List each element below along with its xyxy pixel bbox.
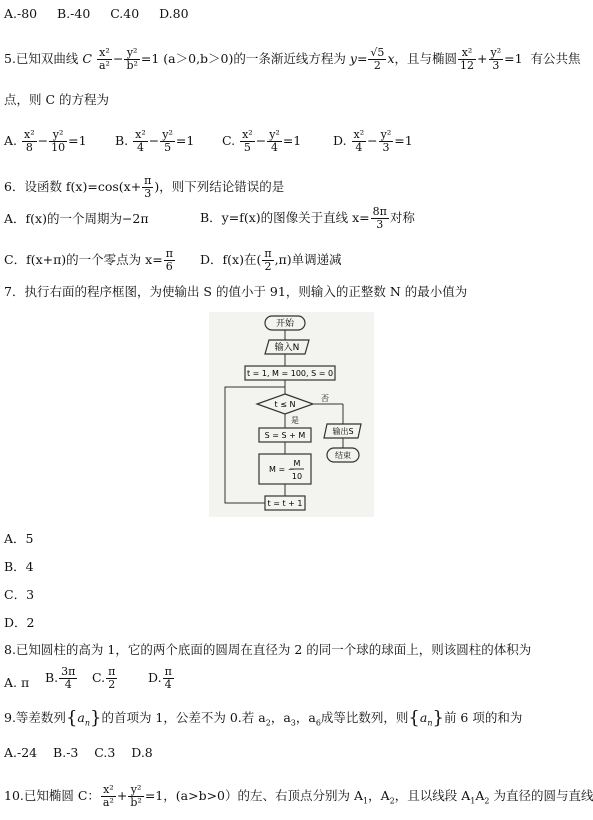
q8-option-b: B. $\frac{3\pi}{4}$ <box>45 665 76 691</box>
q9-stem-text: 9.等差数列 <box>4 710 66 725</box>
q7-option-a: A．5 <box>4 531 34 546</box>
q9-stem-f: 前 6 项的和为 <box>443 710 523 725</box>
q5-line2: 点，则 C 的方程为 <box>4 92 110 107</box>
q6-option-b-text: B．y=f(x)的图像关于直线 x= <box>200 210 370 225</box>
q6-stem <box>4 175 284 200</box>
q9-option-b: B.-3 <box>53 745 79 760</box>
q5-stem-text: 5.已知双曲线 <box>4 51 79 66</box>
flow-m-num: M <box>293 459 301 468</box>
q6-stem-end: )，则下列结论错误的是 <box>154 179 285 194</box>
q4-option-a: A.-80 <box>4 6 38 21</box>
q8-option-a: A. π <box>4 675 30 690</box>
q5-option-a: A. $\frac{\text{x²}}{8}$ − $\frac{\text{y²}}{10}$ =1 <box>4 128 87 154</box>
flow-output-text: 输出S <box>332 427 354 436</box>
q5-frac-x2a2: $\frac{\text{x²}}{\text{a²}}$ <box>98 46 110 72</box>
q7-option-c: C．3 <box>4 587 35 602</box>
q5-c-symbol: C <box>82 51 92 66</box>
q7-stem: 7．执行右面的程序框图，为使输出 S 的值小于 91，则输入的正整数 N 的最小值为 <box>4 284 468 299</box>
q9-stem-d: ，a <box>295 710 316 725</box>
flow-start-text: 开始 <box>275 319 295 329</box>
q10-stem-text: 10.已知椭圆 C： <box>4 788 100 803</box>
flow-m-update-text: M = − <box>269 465 295 474</box>
q6-option-c-text: C．f(x+π)的一个零点为 x= <box>4 252 163 267</box>
q8-option-d: D. $\frac{\pi}{4}$ <box>148 665 172 691</box>
q5-frac-ellipse-y: $\frac{\text{y²}}{3}$ <box>490 46 502 72</box>
q5-option-d: D. $\frac{\text{x²}}{4}$ − $\frac{\text{y²}}{3}$ =1 <box>333 128 413 154</box>
q9-stem: 9.等差数列$\{a_n\}$的首项为 1，公差不为 0.若 $a_2$，$a_3$，$a_6$成等比数列，则$\{a_n\}$前 6 项的和为 <box>4 707 523 729</box>
flow-yes-label: 是 <box>291 416 299 425</box>
q5-option-b: B. $\frac{\text{x²}}{4}$ − $\frac{\text{y²}}{5}$ =1 <box>115 128 195 154</box>
q8-stem: 8.已知圆柱的高为 1，它的两个底面的圆周在直径为 2 的同一个球的球面上，则该圆柱的体积为 <box>4 642 532 657</box>
q10-stem-d: ，且以线段 A <box>394 788 471 803</box>
q5-frac-y2b2: $\frac{\text{y²}}{\text{b²}}$ <box>126 46 138 72</box>
flow-sum-text: S = S + M <box>264 431 306 440</box>
q6-option-b-end: 对称 <box>389 210 415 225</box>
q10-stem-e: 为直径的圆与直线 <box>493 788 593 803</box>
q4-option-b: B.-40 <box>57 6 91 21</box>
q6-option-a: A．f(x)的一个周期为−2π <box>4 211 149 226</box>
q5-end-text: 有公共焦 <box>530 51 581 66</box>
q5-mid-text: ，且与椭圆 <box>394 51 458 66</box>
q7-option-d: D．2 <box>4 615 35 630</box>
q7-flowchart <box>209 312 374 517</box>
q5-condition: (a＞0,b＞0)的一条渐近线方程为 <box>163 51 346 66</box>
q5-frac-sqrt5: $\frac{√5}{2}$ <box>370 46 385 72</box>
flow-init-text: t = 1, M = 100, S = 0 <box>246 369 334 378</box>
q5-option-c: C. $\frac{\text{x²}}{5}$ − $\frac{\text{y²}}{4}$ =1 <box>222 128 302 154</box>
q8-option-d-label: D. <box>148 670 162 685</box>
q5-frac-ellipse-x: $\frac{\text{x²}}{12}$ <box>460 46 475 72</box>
q6-option-c: C．f(x+π)的一个零点为 x= $\frac{\pi}{6}$ <box>4 247 173 273</box>
q9-options <box>4 745 153 761</box>
q8-option-c-label: C. <box>92 670 106 685</box>
q8-option-c: C. $\frac{\pi}{2}$ <box>92 665 116 691</box>
q9-stem-b: 的首项为 1，公差不为 0.若 a <box>101 710 266 725</box>
q9-option-d: D.8 <box>131 745 153 760</box>
q9-stem-e: 成等比数列，则 <box>320 710 409 725</box>
flow-decision-text: t ≤ N <box>274 400 296 409</box>
q5-option-a-label: A. <box>4 133 18 148</box>
q7-flowchart-svg <box>209 312 374 517</box>
q10-stem-b: ，(a>b>0）的左、右顶点分别为 A <box>163 788 363 803</box>
q6-option-d-end: ,π)单调递减 <box>274 252 342 267</box>
q4-options <box>4 6 189 22</box>
q7-option-b: B．4 <box>4 559 34 574</box>
q4-option-d: D.80 <box>159 6 189 21</box>
flow-no-label: 否 <box>321 394 329 403</box>
q5-option-d-label: D. <box>333 133 347 148</box>
q6-option-d-text: D．f(x)在( <box>200 252 262 267</box>
q8-option-b-label: B. <box>45 670 59 685</box>
flow-m-den: 10 <box>291 472 303 481</box>
q9-option-a: A.-24 <box>4 745 38 760</box>
q6-frac-pi3: $\frac{\pi}{3}$ <box>144 174 152 200</box>
q6-option-d: D．f(x)在( $\frac{\pi}{2}$ ,π)单调递减 <box>200 247 342 273</box>
q5-stem: 5.已知双曲线 C $\frac{\text{x²}}{\text{a²}}$ − $\frac{\text{y²}}{\text{b²}}$ =1 (a＞0,b＞0)的一条渐近线方程为 y= $\frac{√5}{2}$ x，且与椭圆 $\frac{\text{x²}}{12}$ + $\frac{\text{y²}}{3}$ =1 有公共焦 <box>4 46 581 72</box>
flow-end-text: 结束 <box>335 451 351 460</box>
flow-input-text: 输入N <box>274 343 300 353</box>
q9-option-c: C.3 <box>94 745 116 760</box>
q10-stem-c: ，A <box>368 788 390 803</box>
q4-option-c: C.40 <box>110 6 140 21</box>
q5-option-c-label: C. <box>222 133 236 148</box>
q10-stem: 10.已知椭圆 C： $\frac{\text{x²}}{\text{a²}}$ + $\frac{\text{y²}}{\text{b²}}$ =1，(a>b>0）的左、右顶点分别为 $A_1$，$A_2$，且以线段 $A_1A_2$ 为直径的圆与直线 <box>4 783 593 809</box>
q9-stem-c: ，a <box>270 710 291 725</box>
q6-option-b: B．y=f(x)的图像关于直线 x= $\frac{8\pi}{3}$ 对称 <box>200 205 415 231</box>
q5-option-b-label: B. <box>115 133 129 148</box>
q6-stem-text: 6．设函数 f(x)=cos(x+ <box>4 179 142 194</box>
flow-inc-text: t = t + 1 <box>267 499 303 508</box>
